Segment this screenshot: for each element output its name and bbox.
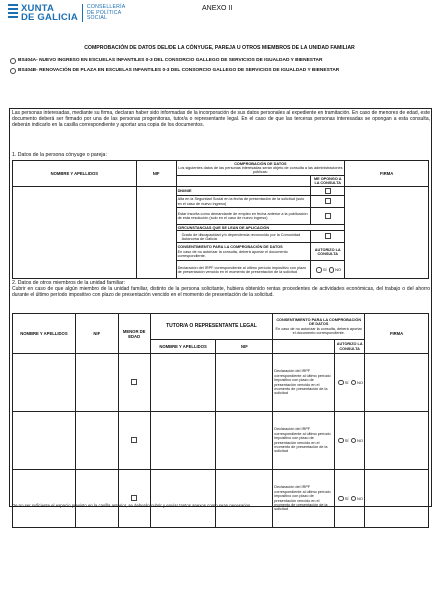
member-irpf-text: Declaración del IRPF correspondiente al último período impositivo con plazo de presentación vencido en el momento de presentación de la solicitud	[273, 412, 335, 470]
member-nif-header: NIF	[75, 314, 118, 354]
irpf-yes-no: SÍ NO	[312, 267, 343, 273]
oppose-social-security-checkbox[interactable]	[325, 198, 331, 204]
member-yes-radio[interactable]	[338, 380, 344, 386]
social-security-row: Alta en la Seguridad Social en la fecha de presentación de la solicitud (solo en el caso de nuevo ingreso)	[176, 196, 311, 208]
tutor-nif-field[interactable]	[216, 354, 273, 412]
minor-header: MENOR DE EDAD	[118, 314, 150, 354]
family-table	[12, 313, 429, 528]
member-no-radio[interactable]	[351, 380, 357, 386]
member-nif-field[interactable]	[75, 354, 118, 412]
logo-divider	[82, 4, 83, 22]
oppose-disability-checkbox[interactable]	[325, 233, 331, 239]
footnote: De no ser suficiente el espacio previsto en la casilla anterior, se deberán cubrir y enviar tantos anexos como sean necesarios.	[12, 503, 252, 508]
authorize-header: AUTORIZO LA CONSULTA	[311, 243, 345, 261]
spouse-name-header: NOMBRE Y APELLIDOS	[13, 161, 137, 187]
oppose-header: ME OPONGO A LA CONSULTA	[311, 176, 345, 187]
comp-header: COMPROBACIÓN DE DATOS Los siguientes datos de las personas interesadas serán objeto de consulta a las administraciones públicas:	[176, 161, 345, 176]
procedure-radio-bs404a[interactable]	[10, 58, 16, 64]
irpf-yes-radio[interactable]	[316, 267, 322, 273]
spouse-table	[12, 160, 429, 279]
member-signature-header: FIRMA	[365, 314, 429, 354]
section2-title: 2. Datos de otros miembros de la unidad familiar:	[12, 280, 126, 286]
section1-title: 1. Datos de la persona cónyuge o pareja:	[12, 152, 107, 158]
member-yes-radio[interactable]	[338, 496, 344, 502]
consent-cell: CONSENTIMIENTO PARA LA COMPROBACIÓN DE DATOS En caso de no autorizar la consulta, deberá aportar el documento correspondiente.	[176, 243, 311, 261]
tutor-nif-field[interactable]	[216, 412, 273, 470]
intro-text: Las personas interesadas, mediante su firma, declaran haber sido informadas de la incorporación de sus datos personales al expediente en tramitación. En caso de menores de edad, este documento deberá ser firmado por una de las personas progenitoras, tutor/a o representante legal. En el caso de que las terceras personas interesadas se opongan a esta consulta, deberán indicarlo en la casilla correspondiente y aportar una copia de los documentos.	[12, 110, 430, 129]
member-consent-header: CONSENTIMIENTO PARA LA COMPROBACIÓN DE DATOS En caso de no autorizar la consulta, deberá aportar el documento correspondiente.	[273, 314, 365, 340]
spouse-signature-header: FIRMA	[345, 161, 429, 187]
xunta-logo	[8, 4, 125, 22]
tutor-name-field[interactable]	[150, 470, 216, 528]
spouse-nif-field[interactable]	[136, 187, 176, 279]
job-seeker-row: Estar inscrita como demandante de empleo en fecha anterior a la publicación de esta resolución (solo en el caso de nuevo ingreso)	[176, 208, 311, 225]
annex-label: ANEXO II	[202, 5, 233, 12]
minor-checkbox[interactable]	[131, 379, 137, 385]
member-nif-field[interactable]	[75, 412, 118, 470]
minor-checkbox[interactable]	[131, 437, 137, 443]
member-signature-field[interactable]	[365, 470, 429, 528]
oppose-dni-checkbox[interactable]	[325, 188, 331, 194]
member-signature-field[interactable]	[365, 354, 429, 412]
spouse-signature-field[interactable]	[345, 187, 429, 279]
procedure-option-bs404b[interactable]: BS404B - RENOVACIÓN DE PLAZA EN ESCUELAS INFANTILES 0-3 DEL CONSORCIO GALLEGO DE SERVICIOS DE IGUALDAD Y BIENESTAR	[10, 68, 339, 74]
table-row: Declaración del IRPF correspondiente al último período impositivo con plazo de presentación vencido en el momento de presentación de la solicitud SÍ NO	[13, 470, 429, 528]
logo-line1: XUNTA	[21, 3, 55, 14]
irpf-row: Declaración del IRPF correspondiente al último período impositivo con plazo de presentación vencido en el momento de presentación de la solicitud	[176, 261, 311, 279]
circumstances-header: CIRCUNSTANCIAS QUE SE LEAN DE APLICACIÓN	[176, 225, 345, 231]
tutor-name-field[interactable]	[150, 412, 216, 470]
tutor-header: TUTOR/A O REPRESENTANTE LEGAL	[150, 314, 273, 340]
page-title: COMPROBACIÓN DE DATOS DEL/DE LA CÓNYUGE, PAREJA U OTROS MIEMBROS DE LA UNIDAD FAMILIAR	[84, 45, 355, 51]
member-authorize-header: AUTORIZO LA CONSULTA	[335, 340, 365, 354]
procedure-radio-bs404b[interactable]	[10, 68, 16, 74]
table-row: Declaración del IRPF correspondiente al último período impositivo con plazo de presentación vencido en el momento de presentación de la solicitud SÍ NO	[13, 354, 429, 412]
conselleria-name: CONSELLERÍA DE POLÍTICA SOCIAL	[86, 4, 126, 22]
tutor-name-field[interactable]	[150, 354, 216, 412]
logo-line2: DE GALICIA	[21, 12, 78, 23]
xunta-flag-icon	[8, 4, 18, 20]
irpf-no-radio[interactable]	[329, 267, 335, 273]
procedure-option-bs404a[interactable]: BS404A - NUEVO INGRESO EN ESCUELAS INFANTILES 0-3 DEL CONSORCIO GALLEGO DE SERVICIOS DE IGUALDAD Y BIENESTAR	[10, 58, 322, 64]
member-name-header: NOMBRE Y APELLIDOS	[13, 314, 76, 354]
member-nif-field[interactable]	[75, 470, 118, 528]
tutor-name-header: NOMBRE Y APELLIDOS	[150, 340, 216, 354]
member-name-field[interactable]	[13, 470, 76, 528]
minor-checkbox[interactable]	[131, 495, 137, 501]
member-irpf-text: Declaración del IRPF correspondiente al último período impositivo con plazo de presentación vencido en el momento de presentación de la solicitud	[273, 354, 335, 412]
section2-text: Cubrir en caso de que algún miembro de la unidad familiar, distinto de la persona solicitante, hubiera obtenido rentas procedentes de actividades económicas, del trabajo o del ahorro durante el último período impositivo con plazo de presentación vencido en el momento de presentación de la solicitud.	[12, 286, 430, 298]
spouse-nif-header: NIF	[136, 161, 176, 187]
oppose-job-seeker-checkbox[interactable]	[325, 213, 331, 219]
disability-row: Grado de discapacidad y/o dependencia reconocido por la Comunidad Autónoma de Galicia	[176, 231, 311, 243]
dni-row: DNI/NIE	[176, 187, 311, 196]
member-name-field[interactable]	[13, 354, 76, 412]
member-name-field[interactable]	[13, 412, 76, 470]
tutor-nif-field[interactable]	[216, 470, 273, 528]
member-no-radio[interactable]	[351, 496, 357, 502]
member-signature-field[interactable]	[365, 412, 429, 470]
member-yes-radio[interactable]	[338, 438, 344, 444]
tutor-nif-header: NIF	[216, 340, 273, 354]
member-irpf-text: Declaración del IRPF correspondiente al último período impositivo con plazo de presentación vencido en el momento de presentación de la solicitud	[273, 470, 335, 528]
table-row: Declaración del IRPF correspondiente al último período impositivo con plazo de presentación vencido en el momento de presentación de la solicitud SÍ NO	[13, 412, 429, 470]
member-no-radio[interactable]	[351, 438, 357, 444]
spouse-name-field[interactable]	[13, 187, 137, 279]
